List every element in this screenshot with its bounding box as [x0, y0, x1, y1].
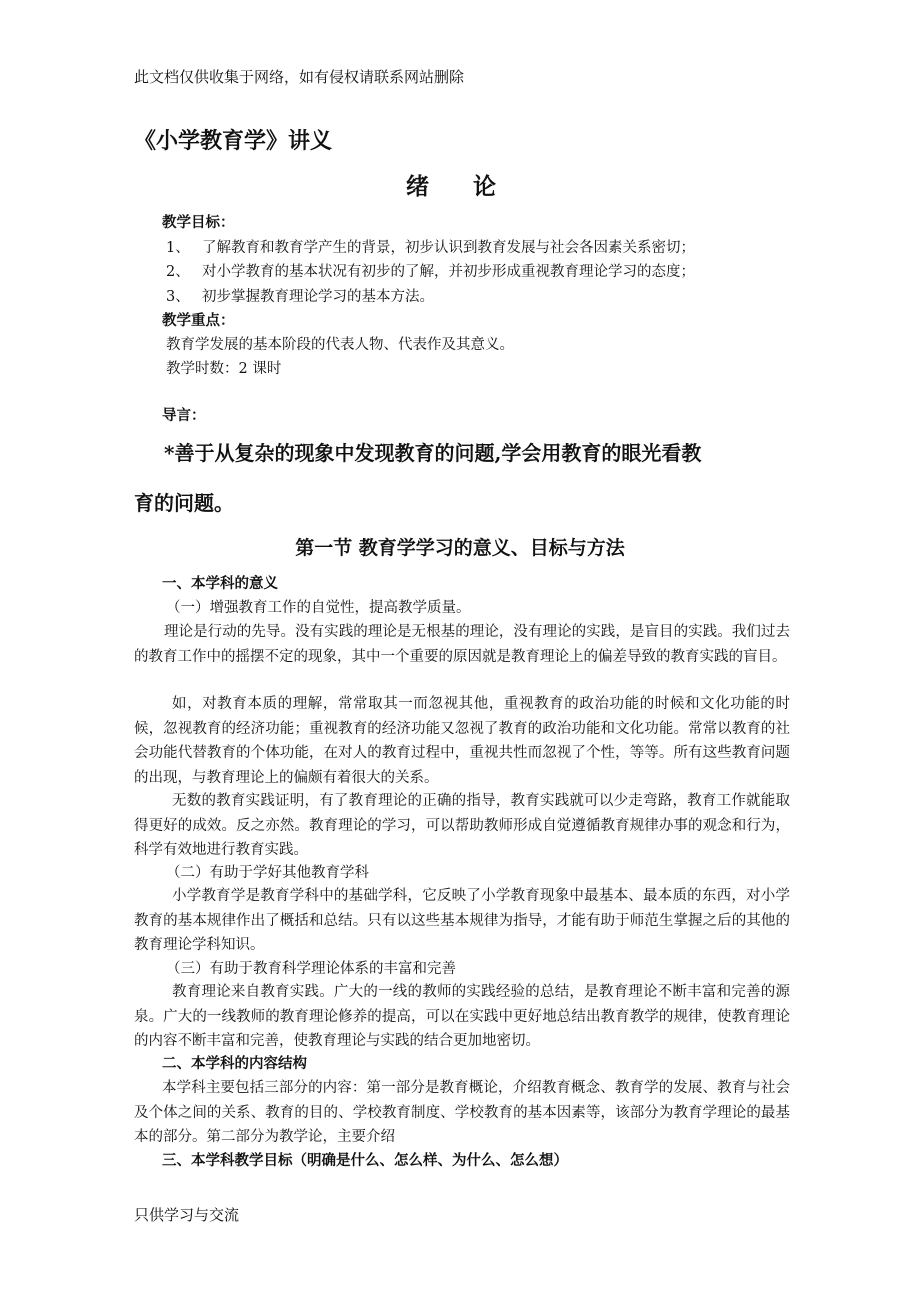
objective-number: 2、 [166, 264, 190, 280]
subheading: （二）有助于学好其他教育学科 [166, 865, 369, 881]
subheading: （三）有助于教育科学理论体系的丰富和完善 [166, 961, 456, 977]
heading-meaning: 一、本学科的意义 [162, 575, 278, 592]
objectives-label: 教学目标： [162, 214, 235, 231]
objective-item [166, 236, 695, 257]
intro-label: 导言： [162, 407, 206, 424]
objective-text: 初步掌握教育理论学习的基本方法。 [202, 289, 434, 305]
heading-goals: 三、本学科教学目标（明确是什么、怎么样、为什么、怎么想） [162, 1152, 568, 1169]
objective-item [166, 285, 434, 306]
objective-text: 了解教育和教育学产生的背景，初步认识到教育发展与社会各因素关系密切； [202, 240, 695, 256]
paragraph: 如，对教育本质的理解，常常取其一而忽视其他，重视教育的政治功能的时候和文化功能的时候，忽视教育的经济功能；重视教育的经济功能又忽视了教育的政治功能和文化功能。常常以教育的社会功能代替教育的个体功能，在对人的教育过程中，重视共性而忽视了个性，等等。所有这些教育问题的出现，与教育理论上的偏颇有着很大的关系。 [134, 696, 790, 786]
paragraph: 本学科主要包括三部分的内容：第一部分是教育概论，介绍教育概念、教育学的发展、教育与社会及个体之间的关系、教育的目的、学校教育制度、学校教育的基本因素等，该部分为教育学理论的最基本的部分。第二部分为教学论，主要介绍 [134, 1080, 790, 1145]
objective-item [166, 260, 695, 281]
subheading: （一）增强教育工作的自觉性，提高教学质量。 [166, 600, 471, 616]
heading-structure: 二、本学科的内容结构 [162, 1055, 307, 1072]
chapter-title: 绪 论 [405, 173, 514, 200]
key-points-text: 教育学发展的基本阶段的代表人物、代表作及其意义。 [166, 337, 514, 353]
paragraph: 教育理论来自教育实践。广大的一线的教师的实践经验的总结，是教育理论不断丰富和完善的源泉。广大的一线教师的教育理论修养的提高，可以在实践中更好地总结出教育教学的规律，使教育理论的内容不断丰富和完善，使教育理论与实践的结合更加地密切。 [134, 984, 790, 1049]
paragraph: 理论是行动的先导。没有实践的理论是无根基的理论，没有理论的实践，是盲目的实践。我们过去的教育工作中的摇摆不定的现象，其中一个重要的原因就是教育理论上的偏差导致的教育实践的盲目。 [134, 624, 790, 665]
paragraph: 无数的教育实践证明，有了教育理论的正确的指导，教育实践就可以少走弯路，教育工作就能取得更好的成效。反之亦然。教育理论的学习，可以帮助教师形成自觉遵循教育规律办事的观念和行为，科学有效地进行教育实践。 [134, 793, 790, 858]
intro-line: *善于从复杂的现象中发现教育的问题,学会用教育的眼光看教 [164, 441, 702, 465]
intro-line: 育的问题。 [134, 491, 234, 515]
objective-text: 对小学教育的基本状况有初步的了解，并初步形成重视教育理论学习的态度； [202, 264, 695, 280]
objective-number: 3、 [166, 289, 190, 305]
key-points-label: 教学重点： [162, 312, 235, 329]
objective-number: 1、 [166, 240, 190, 256]
paragraph: 小学教育学是教育学科中的基础学科，它反映了小学教育现象中最基本、最本质的东西，对小学教育的基本规律作出了概括和总结。只有以这些基本规律为指导，才能有助于师范生掌握之后的其他的教育理论学科知识。 [134, 888, 790, 953]
header-note: 此文档仅供收集于网络，如有侵权请联系网站删除 [134, 68, 465, 86]
footer-note: 只供学习与交流 [134, 1206, 240, 1224]
teaching-hours: 教学时数：2 课时 [166, 361, 282, 377]
section-title: 第一节 教育学学习的意义、目标与方法 [295, 537, 625, 559]
document-title: 《小学教育学》讲义 [134, 128, 333, 154]
